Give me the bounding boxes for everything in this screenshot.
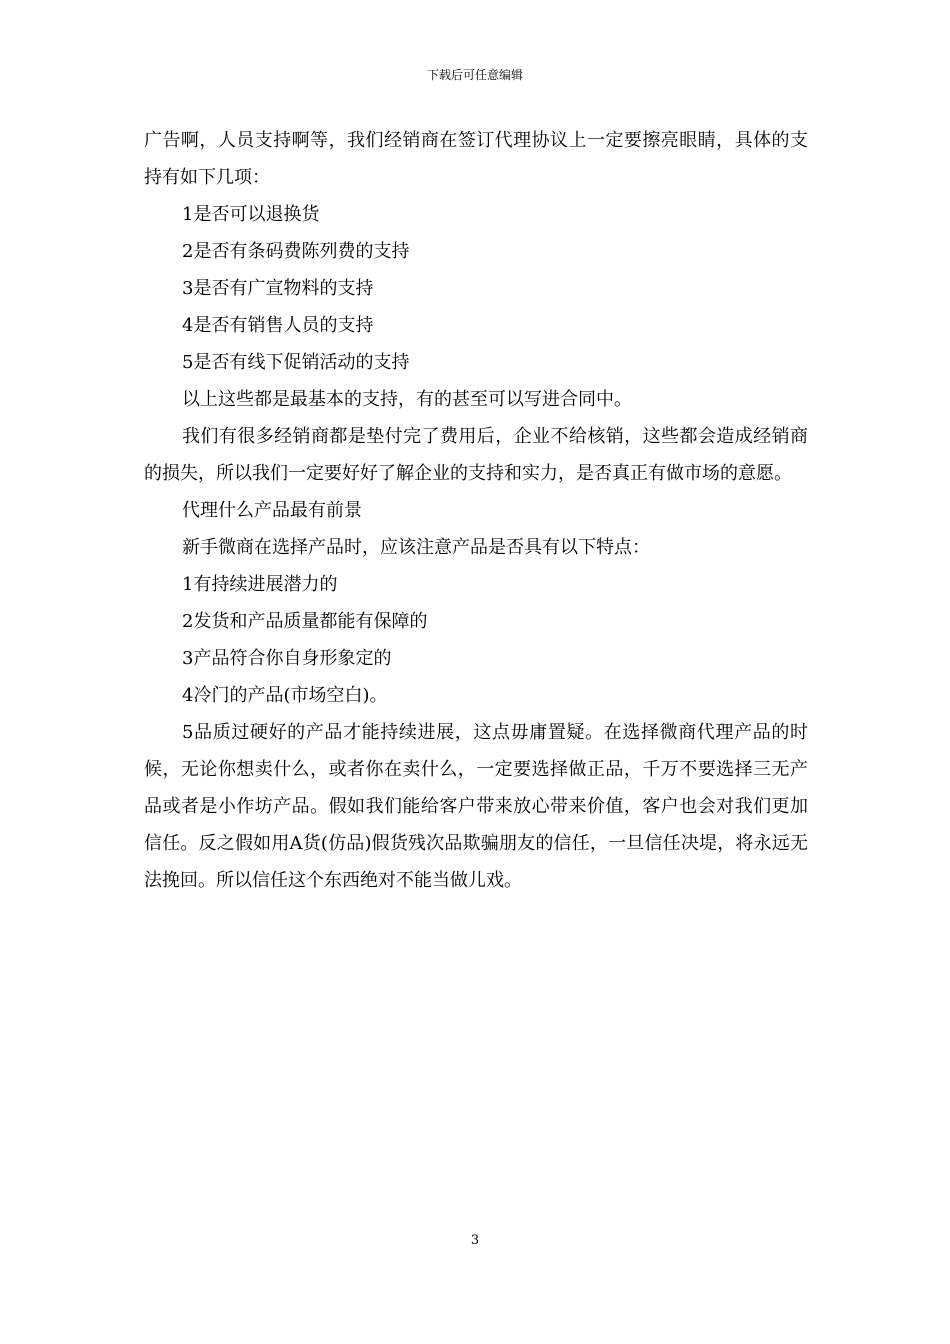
- page-header: 下载后可任意编辑: [426, 68, 523, 82]
- list-item-shipping-quality: 2发货和产品质量都能有保障的: [182, 611, 428, 632]
- section-heading-product-prospects: 代理什么产品最有前景: [182, 500, 362, 521]
- list-item-promo-materials: 3是否有广宣物料的支持: [182, 278, 374, 299]
- list-item-growth-potential: 1有持续进展潜力的: [182, 574, 338, 595]
- page-number: 3: [470, 1233, 480, 1248]
- paragraph-distributor-losses: 我们有很多经销商都是垫付完了费用后，企业不给核销，这些都会造成经销商的损失，所以我们一定要好好了解企业的支持和实力，是否真正有做市场的意愿。: [144, 426, 808, 484]
- list-item-barcode-display-fee: 2是否有条码费陈列费的支持: [182, 241, 410, 262]
- list-item-return-exchange: 1是否可以退换货: [182, 204, 320, 225]
- paragraph-product-features-intro: 新手微商在选择产品时，应该注意产品是否具有以下特点：: [182, 537, 650, 558]
- list-item-self-image: 3产品符合你自身形象定的: [182, 648, 392, 669]
- paragraph-quality-trust: 5品质过硬好的产品才能持续进展，这点毋庸置疑。在选择微商代理产品的时候，无论你想卖什么，或者你在卖什么，一定要选择做正品，千万不要选择三无产品或者是小作坊产品。假如我们能给客户带来放心带来价值，客户也会对我们更加信任。反之假如用A货(仿品)假货残次品欺骗朋友的信任，一旦信任决堤，将永远无法挽回。所以信任这个东西绝对不能当做儿戏。: [144, 722, 808, 891]
- list-item-offline-promotion: 5是否有线下促销活动的支持: [182, 352, 410, 373]
- paragraph-basic-support: 以上这些都是最基本的支持，有的甚至可以写进合同中。: [182, 389, 632, 410]
- list-item-sales-staff: 4是否有销售人员的支持: [182, 315, 374, 336]
- list-item-niche-product: 4冷门的产品(市场空白)。: [182, 685, 388, 706]
- paragraph-support-intro: 广告啊，人员支持啊等，我们经销商在签订代理协议上一定要擦亮眼睛，具体的支持有如下几项：: [144, 130, 808, 188]
- document-body: [144, 122, 808, 899]
